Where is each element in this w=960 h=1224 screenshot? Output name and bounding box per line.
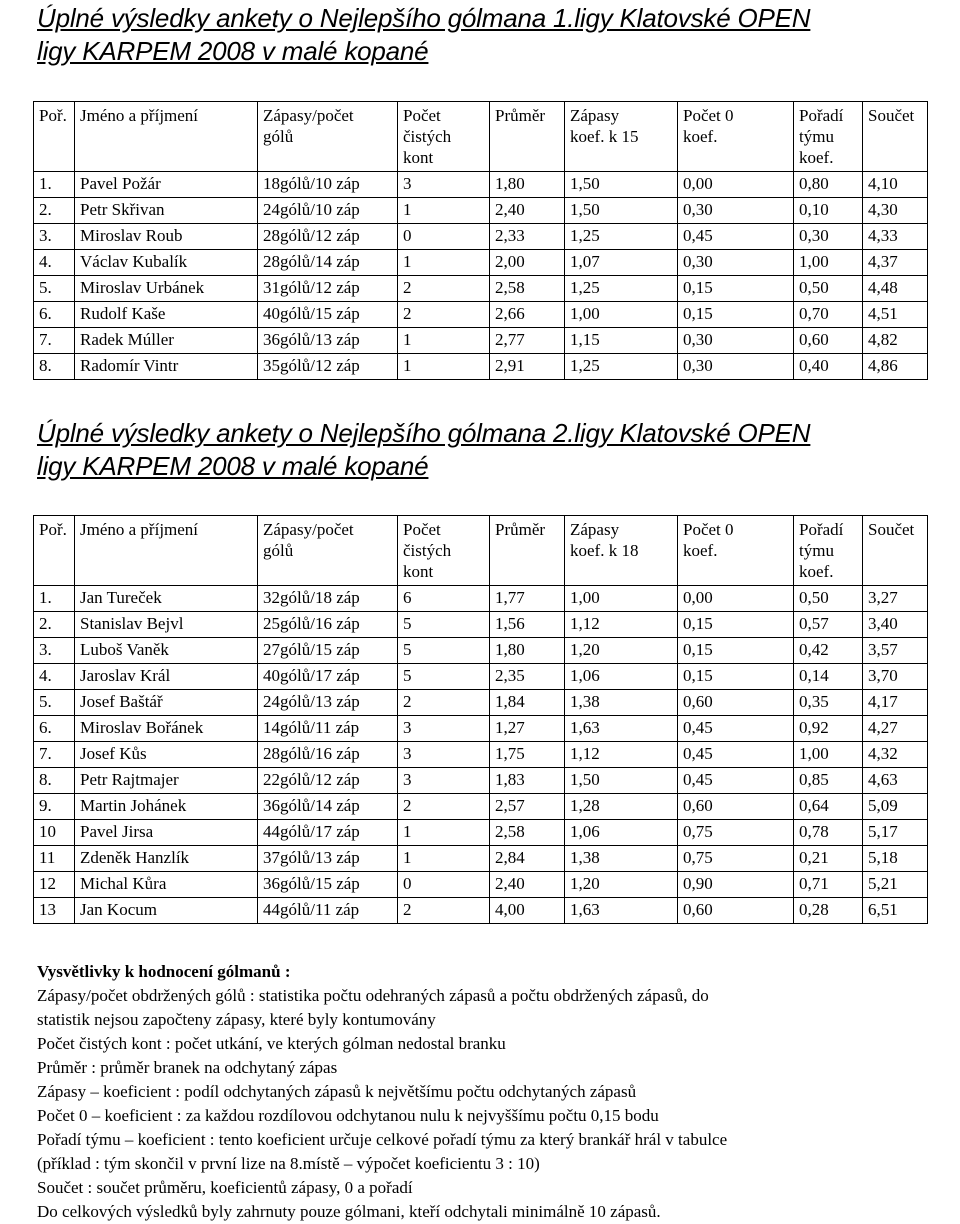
header-clean-sheets: Počet čistých kont (398, 102, 490, 172)
cell-avg: 2,40 (490, 198, 565, 224)
cell-name: Martin Johánek (75, 794, 258, 820)
cell-name: Jan Tureček (75, 586, 258, 612)
cell-avg: 1,27 (490, 716, 565, 742)
table-row (34, 638, 928, 664)
cell-avg: 1,84 (490, 690, 565, 716)
header-sum: Součet (863, 102, 928, 172)
cell-team: 0,10 (794, 198, 863, 224)
explanations-title: Vysvětlivky k hodnocení gólmanů : (37, 962, 291, 981)
cell-games: 25gólů/16 záp (258, 612, 398, 638)
cell-avg: 2,84 (490, 846, 565, 872)
cell-zero: 0,30 (678, 328, 794, 354)
cell-avg: 2,91 (490, 354, 565, 380)
cell-gcoef: 1,15 (565, 328, 678, 354)
header-zero-coef: Počet 0 koef. (678, 516, 794, 586)
cell-name: Radek Múller (75, 328, 258, 354)
header-average: Průměr (490, 102, 565, 172)
cell-games: 40gólů/17 záp (258, 664, 398, 690)
cell-rank: 8. (34, 768, 75, 794)
explanation-line: Počet čistých kont : počet utkání, ve kterých gólman nedostal branku (37, 1034, 506, 1053)
cell-team: 0,71 (794, 872, 863, 898)
cell-name: Rudolf Kaše (75, 302, 258, 328)
section1-title-line1: Úplné výsledky ankety o Nejlepšího gólmana 1.ligy Klatovské OPEN (37, 3, 811, 33)
cell-team: 0,80 (794, 172, 863, 198)
cell-team: 0,50 (794, 276, 863, 302)
cell-clean: 3 (398, 172, 490, 198)
cell-rank: 3. (34, 224, 75, 250)
cell-name: Zdeněk Hanzlík (75, 846, 258, 872)
cell-games: 36gólů/13 záp (258, 328, 398, 354)
table-row (34, 820, 928, 846)
cell-clean: 0 (398, 224, 490, 250)
cell-sum: 3,27 (863, 586, 928, 612)
table-header-row (34, 516, 928, 586)
cell-clean: 1 (398, 198, 490, 224)
league1-results-table (33, 101, 928, 380)
table-row (34, 612, 928, 638)
cell-gcoef: 1,28 (565, 794, 678, 820)
cell-gcoef: 1,12 (565, 742, 678, 768)
cell-rank: 4. (34, 664, 75, 690)
cell-team: 0,14 (794, 664, 863, 690)
cell-zero: 0,45 (678, 742, 794, 768)
section2-title (37, 417, 810, 483)
cell-sum: 4,63 (863, 768, 928, 794)
cell-avg: 1,83 (490, 768, 565, 794)
cell-gcoef: 1,12 (565, 612, 678, 638)
cell-name: Pavel Jirsa (75, 820, 258, 846)
cell-avg: 2,40 (490, 872, 565, 898)
cell-name: Michal Kůra (75, 872, 258, 898)
table-row (34, 172, 928, 198)
explanation-line: Do celkových výsledků byly zahrnuty pouze gólmani, kteří odchytali minimálně 10 zápasů. (37, 1202, 661, 1221)
cell-gcoef: 1,25 (565, 354, 678, 380)
cell-sum: 3,57 (863, 638, 928, 664)
cell-team: 0,57 (794, 612, 863, 638)
league2-results-table (33, 515, 928, 924)
header-name: Jméno a příjmení (75, 102, 258, 172)
explanation-line: statistik nejsou započteny zápasy, které byly kontumovány (37, 1010, 436, 1029)
cell-team: 0,60 (794, 328, 863, 354)
cell-rank: 11 (34, 846, 75, 872)
cell-gcoef: 1,00 (565, 586, 678, 612)
cell-name: Miroslav Urbánek (75, 276, 258, 302)
header-team-coef: Pořadí týmu koef. (794, 516, 863, 586)
cell-sum: 5,18 (863, 846, 928, 872)
cell-avg: 2,58 (490, 276, 565, 302)
explanation-line: Součet : součet průměru, koeficientů zápasy, 0 a pořadí (37, 1178, 413, 1197)
cell-avg: 1,77 (490, 586, 565, 612)
cell-zero: 0,30 (678, 198, 794, 224)
table-row (34, 846, 928, 872)
cell-clean: 3 (398, 742, 490, 768)
cell-games: 36gólů/15 záp (258, 872, 398, 898)
header-zero-coef: Počet 0 koef. (678, 102, 794, 172)
cell-gcoef: 1,06 (565, 664, 678, 690)
cell-name: Jaroslav Král (75, 664, 258, 690)
cell-zero: 0,75 (678, 846, 794, 872)
explanations-lines (37, 984, 927, 1224)
cell-sum: 3,40 (863, 612, 928, 638)
cell-name: Miroslav Bořánek (75, 716, 258, 742)
cell-team: 0,92 (794, 716, 863, 742)
table-row (34, 716, 928, 742)
cell-zero: 0,45 (678, 716, 794, 742)
cell-sum: 4,32 (863, 742, 928, 768)
cell-name: Radomír Vintr (75, 354, 258, 380)
cell-gcoef: 1,20 (565, 872, 678, 898)
cell-games: 44gólů/17 záp (258, 820, 398, 846)
cell-games: 28gólů/14 záp (258, 250, 398, 276)
cell-rank: 13 (34, 898, 75, 924)
cell-rank: 8. (34, 354, 75, 380)
cell-games: 28gólů/16 záp (258, 742, 398, 768)
header-name: Jméno a příjmení (75, 516, 258, 586)
cell-team: 0,21 (794, 846, 863, 872)
cell-sum: 4,37 (863, 250, 928, 276)
header-games: Zápasy/počet gólů (258, 102, 398, 172)
header-games: Zápasy/počet gólů (258, 516, 398, 586)
explanation-line: Zápasy/počet obdržených gólů : statistika počtu odehraných zápasů a počtu obdržených zápasů, do (37, 986, 709, 1005)
header-clean-sheets: Počet čistých kont (398, 516, 490, 586)
cell-avg: 1,56 (490, 612, 565, 638)
cell-clean: 3 (398, 768, 490, 794)
table-row (34, 302, 928, 328)
cell-zero: 0,15 (678, 276, 794, 302)
section2-title-line1: Úplné výsledky ankety o Nejlepšího gólmana 2.ligy Klatovské OPEN (37, 418, 811, 448)
cell-zero: 0,15 (678, 664, 794, 690)
cell-avg: 2,33 (490, 224, 565, 250)
cell-sum: 3,70 (863, 664, 928, 690)
table-row (34, 768, 928, 794)
cell-rank: 6. (34, 302, 75, 328)
cell-clean: 5 (398, 664, 490, 690)
cell-name: Stanislav Bejvl (75, 612, 258, 638)
cell-team: 0,40 (794, 354, 863, 380)
cell-rank: 7. (34, 742, 75, 768)
table-row (34, 276, 928, 302)
cell-gcoef: 1,63 (565, 716, 678, 742)
cell-games: 28gólů/12 záp (258, 224, 398, 250)
cell-avg: 2,66 (490, 302, 565, 328)
cell-avg: 4,00 (490, 898, 565, 924)
cell-sum: 4,86 (863, 354, 928, 380)
cell-name: Pavel Požár (75, 172, 258, 198)
cell-name: Josef Kůs (75, 742, 258, 768)
table-row (34, 794, 928, 820)
cell-team: 0,50 (794, 586, 863, 612)
cell-gcoef: 1,20 (565, 638, 678, 664)
cell-gcoef: 1,63 (565, 898, 678, 924)
cell-games: 36gólů/14 záp (258, 794, 398, 820)
cell-team: 1,00 (794, 742, 863, 768)
header-average: Průměr (490, 516, 565, 586)
explanations (37, 960, 927, 1224)
table-row (34, 742, 928, 768)
cell-rank: 4. (34, 250, 75, 276)
cell-gcoef: 1,50 (565, 768, 678, 794)
explanation-line: Pořadí týmu – koeficient : tento koeficient určuje celkové pořadí týmu za který brankář hrál v tabulce (37, 1130, 728, 1149)
cell-clean: 2 (398, 302, 490, 328)
cell-zero: 0,60 (678, 690, 794, 716)
cell-team: 0,78 (794, 820, 863, 846)
table-row (34, 198, 928, 224)
header-rank: Poř. (34, 516, 75, 586)
cell-clean: 1 (398, 820, 490, 846)
cell-team: 0,64 (794, 794, 863, 820)
cell-rank: 5. (34, 276, 75, 302)
cell-team: 0,85 (794, 768, 863, 794)
table-row (34, 354, 928, 380)
explanation-line: (příklad : tým skončil v první lize na 8.místě – výpočet koeficientu 3 : 10) (37, 1154, 540, 1173)
cell-avg: 2,58 (490, 820, 565, 846)
cell-team: 1,00 (794, 250, 863, 276)
table-row (34, 224, 928, 250)
cell-sum: 4,48 (863, 276, 928, 302)
cell-clean: 1 (398, 250, 490, 276)
explanation-line: Průměr : průměr branek na odchytaný zápas (37, 1058, 338, 1077)
cell-rank: 2. (34, 198, 75, 224)
cell-gcoef: 1,06 (565, 820, 678, 846)
cell-gcoef: 1,00 (565, 302, 678, 328)
cell-gcoef: 1,38 (565, 690, 678, 716)
cell-sum: 4,27 (863, 716, 928, 742)
cell-games: 35gólů/12 záp (258, 354, 398, 380)
cell-avg: 1,80 (490, 172, 565, 198)
cell-games: 32gólů/18 záp (258, 586, 398, 612)
cell-rank: 2. (34, 612, 75, 638)
cell-sum: 5,21 (863, 872, 928, 898)
header-team-coef: Pořadí týmu koef. (794, 102, 863, 172)
cell-sum: 4,82 (863, 328, 928, 354)
cell-name: Jan Kocum (75, 898, 258, 924)
cell-sum: 4,30 (863, 198, 928, 224)
cell-clean: 1 (398, 328, 490, 354)
cell-gcoef: 1,25 (565, 276, 678, 302)
cell-team: 0,30 (794, 224, 863, 250)
cell-zero: 0,90 (678, 872, 794, 898)
cell-team: 0,42 (794, 638, 863, 664)
cell-rank: 1. (34, 172, 75, 198)
explanation-line: Zápasy – koeficient : podíl odchytaných zápasů k největšímu počtu odchytaných zápasů (37, 1082, 637, 1101)
cell-zero: 0,75 (678, 820, 794, 846)
cell-name: Petr Skřivan (75, 198, 258, 224)
cell-sum: 4,33 (863, 224, 928, 250)
cell-games: 31gólů/12 záp (258, 276, 398, 302)
cell-sum: 4,10 (863, 172, 928, 198)
cell-rank: 10 (34, 820, 75, 846)
cell-clean: 0 (398, 872, 490, 898)
cell-zero: 0,30 (678, 354, 794, 380)
explanation-line: Počet 0 – koeficient : za každou rozdílovou odchytanou nulu k nejvyššímu počtu 0,15 bodu (37, 1106, 659, 1125)
cell-gcoef: 1,50 (565, 172, 678, 198)
cell-zero: 0,45 (678, 768, 794, 794)
cell-zero: 0,60 (678, 794, 794, 820)
cell-clean: 3 (398, 716, 490, 742)
cell-avg: 2,00 (490, 250, 565, 276)
cell-sum: 5,17 (863, 820, 928, 846)
header-rank: Poř. (34, 102, 75, 172)
cell-rank: 3. (34, 638, 75, 664)
cell-rank: 6. (34, 716, 75, 742)
section1-title (37, 2, 810, 68)
cell-zero: 0,45 (678, 224, 794, 250)
cell-team: 0,70 (794, 302, 863, 328)
cell-zero: 0,00 (678, 586, 794, 612)
header-sum: Součet (863, 516, 928, 586)
cell-games: 22gólů/12 záp (258, 768, 398, 794)
cell-games: 24gólů/13 záp (258, 690, 398, 716)
cell-clean: 2 (398, 276, 490, 302)
cell-games: 24gólů/10 záp (258, 198, 398, 224)
cell-sum: 6,51 (863, 898, 928, 924)
cell-sum: 5,09 (863, 794, 928, 820)
header-games-coef: Zápasy koef. k 15 (565, 102, 678, 172)
cell-gcoef: 1,25 (565, 224, 678, 250)
cell-games: 27gólů/15 záp (258, 638, 398, 664)
cell-games: 14gólů/11 záp (258, 716, 398, 742)
table-row (34, 664, 928, 690)
cell-zero: 0,60 (678, 898, 794, 924)
table-row (34, 898, 928, 924)
cell-zero: 0,30 (678, 250, 794, 276)
cell-zero: 0,15 (678, 612, 794, 638)
cell-games: 44gólů/11 záp (258, 898, 398, 924)
cell-name: Luboš Vaněk (75, 638, 258, 664)
cell-name: Petr Rajtmajer (75, 768, 258, 794)
section1-title-line2: ligy KARPEM 2008 v malé kopané (37, 36, 429, 66)
cell-zero: 0,00 (678, 172, 794, 198)
cell-clean: 6 (398, 586, 490, 612)
cell-team: 0,28 (794, 898, 863, 924)
table-row (34, 250, 928, 276)
cell-clean: 5 (398, 638, 490, 664)
cell-gcoef: 1,50 (565, 198, 678, 224)
cell-avg: 2,77 (490, 328, 565, 354)
cell-clean: 5 (398, 612, 490, 638)
cell-clean: 2 (398, 690, 490, 716)
cell-zero: 0,15 (678, 302, 794, 328)
cell-name: Josef Baštář (75, 690, 258, 716)
cell-gcoef: 1,38 (565, 846, 678, 872)
cell-clean: 2 (398, 898, 490, 924)
cell-sum: 4,17 (863, 690, 928, 716)
cell-clean: 2 (398, 794, 490, 820)
cell-avg: 2,57 (490, 794, 565, 820)
cell-team: 0,35 (794, 690, 863, 716)
cell-games: 40gólů/15 záp (258, 302, 398, 328)
table-row (34, 328, 928, 354)
cell-avg: 1,80 (490, 638, 565, 664)
cell-name: Václav Kubalík (75, 250, 258, 276)
cell-avg: 1,75 (490, 742, 565, 768)
cell-name: Miroslav Roub (75, 224, 258, 250)
cell-avg: 2,35 (490, 664, 565, 690)
table-header-row (34, 102, 928, 172)
cell-games: 18gólů/10 záp (258, 172, 398, 198)
table-row (34, 690, 928, 716)
cell-sum: 4,51 (863, 302, 928, 328)
cell-rank: 7. (34, 328, 75, 354)
section2-title-line2: ligy KARPEM 2008 v malé kopané (37, 451, 429, 481)
table-row (34, 586, 928, 612)
cell-rank: 1. (34, 586, 75, 612)
cell-clean: 1 (398, 354, 490, 380)
cell-rank: 12 (34, 872, 75, 898)
table-row (34, 872, 928, 898)
cell-gcoef: 1,07 (565, 250, 678, 276)
cell-rank: 5. (34, 690, 75, 716)
cell-games: 37gólů/13 záp (258, 846, 398, 872)
cell-clean: 1 (398, 846, 490, 872)
cell-zero: 0,15 (678, 638, 794, 664)
header-games-coef: Zápasy koef. k 18 (565, 516, 678, 586)
cell-rank: 9. (34, 794, 75, 820)
